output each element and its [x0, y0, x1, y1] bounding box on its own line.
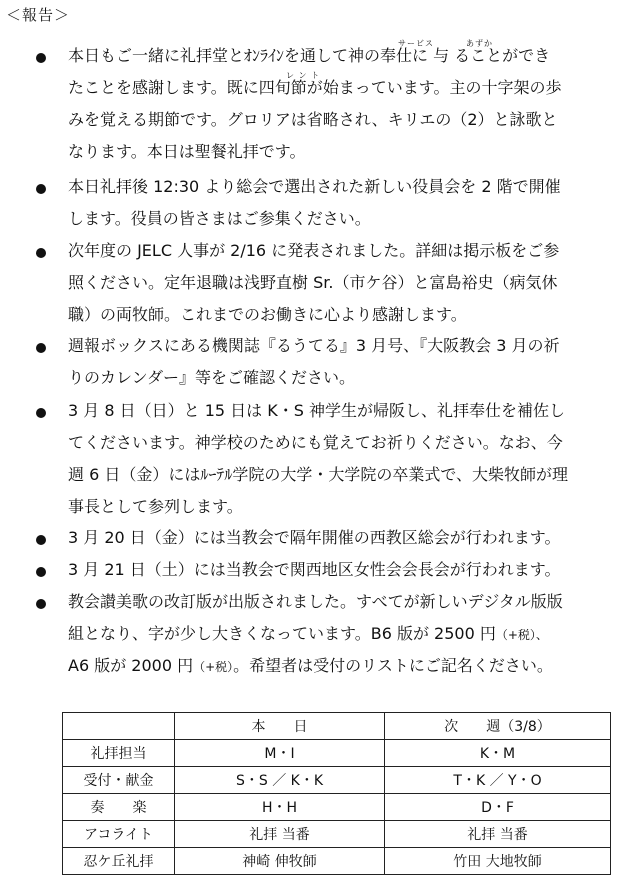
table-cell: K・M — [385, 740, 611, 767]
bullet-icon — [36, 343, 46, 353]
table-cell: 礼拝 当番 — [385, 821, 611, 848]
table-cell: 礼拝 当番 — [175, 821, 385, 848]
bullet-icon — [36, 248, 46, 258]
ruby-service: サービス — [398, 39, 434, 48]
table-row — [63, 767, 611, 794]
announcement-line — [68, 618, 548, 650]
table-header-row — [63, 713, 611, 740]
tax-note: （+税）、 — [495, 628, 548, 642]
announcement-line: りのカレンダー』等をご確認ください。 — [68, 368, 355, 387]
ruby-lent: レ ン ト — [286, 71, 321, 80]
announcement-line: たことを感謝します。既に四旬節が始まっています。主の十字架の歩 — [68, 78, 562, 97]
announcement-line: 事長として参列します。 — [68, 497, 243, 516]
announcement-line: 教会讃美歌の改訂版が出版されました。すべてが新しいデジタル版版 — [68, 592, 563, 611]
row-label: 奏 楽 — [63, 794, 175, 821]
table-header-cell — [63, 713, 175, 740]
bullet-icon — [36, 184, 46, 194]
table-row — [63, 740, 611, 767]
announcement-text: 。希望者は受付のリストにご記名ください。 — [233, 656, 553, 675]
table-header-cell: 本 日 — [175, 713, 385, 740]
announcement-line: 職）の両牧師。これまでのお働きに心より感謝します。 — [68, 305, 467, 324]
announcement-line: てくださいます。神学校のためにも覚えてお祈りください。なお、今 — [68, 433, 563, 452]
service-schedule-table — [62, 712, 611, 875]
ruby-azukaru: あずか — [466, 39, 493, 48]
section-heading: ＜報告＞ — [6, 6, 71, 24]
table-cell: S・S ／ K・K — [175, 767, 385, 794]
row-label: 受付・献金 — [63, 767, 175, 794]
table-cell: D・F — [385, 794, 611, 821]
table-row — [63, 794, 611, 821]
table-cell: 竹田 大地牧師 — [385, 848, 611, 875]
row-label: アコライト — [63, 821, 175, 848]
table-row — [63, 848, 611, 875]
announcement-line: 3 月 8 日（日）と 15 日は K・S 神学生が帰阪し、礼拝奉仕を補佐し — [68, 401, 565, 420]
bullet-icon — [36, 53, 46, 63]
announcement-text: A6 版が 2000 円 — [68, 656, 194, 675]
announcement-line: 3 月 21 日（土）には当教会で関西地区女性会会長会が行われます。 — [68, 560, 561, 579]
bullet-icon — [36, 535, 46, 545]
bullet-icon — [36, 408, 46, 418]
table-cell: H・H — [175, 794, 385, 821]
row-label: 礼拝担当 — [63, 740, 175, 767]
announcement-line: 照ください。定年退職は浅野直樹 Sr.（市ケ谷）と富島裕史（病気休 — [68, 273, 558, 292]
bullet-icon — [36, 599, 46, 609]
announcement-text: 組となり、字が少し大きくなっています。B6 版が 2500 円 — [68, 624, 496, 643]
announcement-line: 週 6 日（金）にはﾙｰﾃﾙ学院の大学・大学院の卒業式で、大柴牧師が理 — [68, 465, 569, 484]
announcement-line: 3 月 20 日（金）には当教会で隔年開催の西教区総会が行われます。 — [68, 528, 561, 547]
table-row — [63, 821, 611, 848]
announcement-line: 本日もご一緒に礼拝堂とｵﾝﾗｲﾝを通して神の奉仕に 与 ることができ — [68, 46, 551, 65]
announcement-line: 本日礼拝後 12:30 より総会で選出された新しい役員会を 2 階で開催 — [68, 177, 561, 196]
tax-note: （+税） — [193, 660, 234, 674]
announcement-line: します。役員の皆さまはご参集ください。 — [68, 209, 371, 228]
announcement-line: なります。本日は聖餐礼拝です。 — [68, 142, 306, 161]
table-cell: 神崎 伸牧師 — [175, 848, 385, 875]
announcement-line: みを覚える期節です。グロリアは省略され、キリエの（2）と詠歌と — [68, 110, 558, 129]
table-header-cell: 次 週（3/8） — [385, 713, 611, 740]
bullet-icon — [36, 567, 46, 577]
announcement-line: 次年度の JELC 人事が 2/16 に発表されました。詳細は掲示板をご参 — [68, 241, 560, 260]
row-label: 忍ケ丘礼拝 — [63, 848, 175, 875]
announcement-line: 週報ボックスにある機関誌『るうてる』3 月号、『大阪教会 3 月の祈 — [68, 336, 560, 355]
table-cell: M・I — [175, 740, 385, 767]
announcement-line — [68, 650, 553, 682]
table-cell: T・K ／ Y・O — [385, 767, 611, 794]
